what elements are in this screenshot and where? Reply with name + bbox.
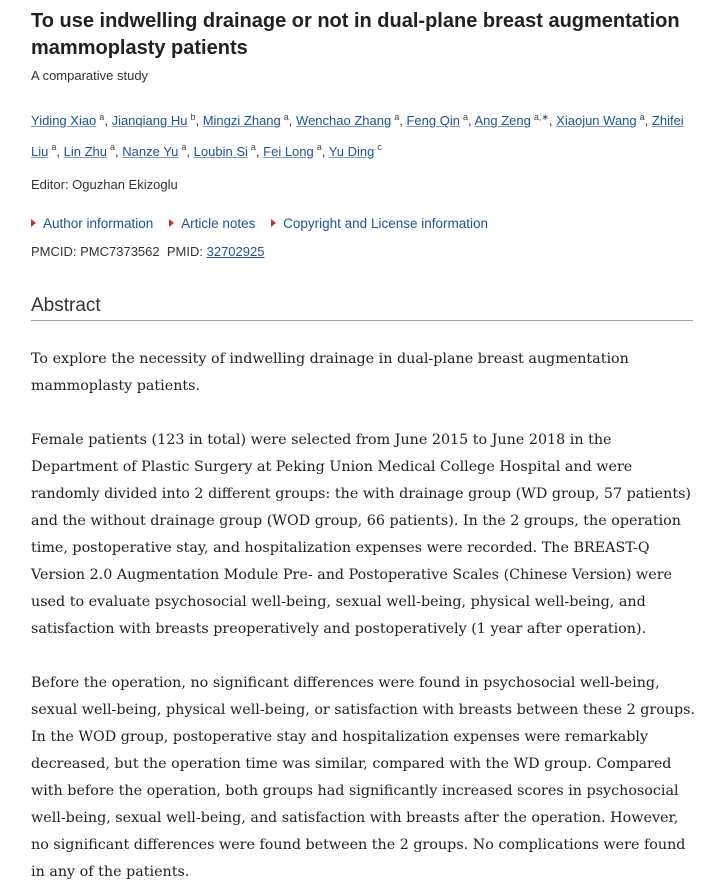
copyright-license-label: Copyright and License information	[283, 216, 489, 231]
author-list	[31, 104, 691, 165]
author-affiliation-sup: a	[283, 112, 289, 122]
author-affiliation-sup: b	[190, 112, 196, 122]
abstract-paragraph-methods: Female patients (123 in total) were selected from June 2015 to June 2018 in the Department of Plastic Surgery at Peking Union Medical College Hospital and were randomly divided into 2 different groups: the with drainage group (WD group, 57 patients) and the without drainage group (WOD group, 66 patients). In the 2 groups, the operation time, postoperative stay, and hospitalization expenses were recorded. The BREAST-Q Version 2.0 Augmentation Module Pre- and Postoperative Scales (Chinese Version) were used to evaluate psychosocial well-being, sexual well-being, physical well-being, and satisfaction with breasts preoperatively and postoperatively (1 year after operation).	[31, 432, 691, 637]
author-entry: Lin Zhu $^a$,	[63, 142, 119, 159]
author-information-label: Author information	[43, 216, 154, 231]
article-notes-toggle[interactable]	[169, 216, 255, 231]
author-link[interactable]: Yiding Xiao	[31, 113, 97, 129]
pmid-link[interactable]: 32702925	[206, 244, 265, 259]
author-link[interactable]: Lin Zhu	[63, 143, 107, 159]
author-entry: Ang Zeng $^{a,∗}$,	[474, 112, 553, 129]
expand-triangle-icon	[271, 219, 276, 227]
author-entry: Loubin Si $^a$,	[193, 142, 260, 159]
author-link[interactable]: Zhifei Liu	[31, 113, 684, 159]
author-link[interactable]: Mingzi Zhang	[202, 113, 281, 129]
copyright-license-toggle[interactable]	[271, 216, 488, 231]
author-link[interactable]: Feng Qin	[406, 113, 460, 129]
author-affiliation-sup: a	[181, 142, 187, 153]
article-info-links	[31, 215, 500, 233]
author-link[interactable]: Loubin Si	[193, 143, 248, 159]
author-information-toggle[interactable]	[31, 216, 153, 231]
abstract-paragraph-results: Before the operation, no significant differences were found in psychosocial well-being, sexual well-being, physical well-being, or satisfaction with breasts between these 2 groups. In the WOD group, postoperative stay and hospitalization expenses were remarkably decreased, but the operation time was similar, compared with the WD group. Compared with before the operation, both groups had significantly increased scores in psychosocial well-being, sexual well-being, and satisfaction with breasts after the operation. However, no significant differences were found between the 2 groups. No complications were found in any of the patients.	[31, 675, 696, 880]
author-affiliation-sup: c	[377, 142, 382, 153]
author-entry	[329, 144, 382, 159]
author-entry: Fei Long $^a$,	[263, 142, 326, 159]
author-link[interactable]: Fei Long	[263, 143, 314, 159]
author-affiliation-sup: a	[110, 142, 116, 153]
author-affiliation-sup: a	[99, 112, 105, 122]
author-link[interactable]: Ang Zeng	[474, 113, 531, 129]
author-link[interactable]: Yu Ding	[328, 143, 375, 159]
abstract-paragraph-objective: To explore the necessity of indwelling drainage in dual-plane breast augmentation mammoplasty patients.	[31, 351, 629, 394]
author-affiliation-sup: a	[394, 112, 400, 122]
author-entry: Yiding Xiao $^a$,	[31, 112, 108, 129]
author-entry: Mingzi Zhang $^a$,	[202, 112, 293, 129]
author-entry: Zhifei Liu $^a$,	[31, 113, 684, 159]
pmid-label: PMID:	[166, 244, 203, 259]
author-entry: Nanze Yu $^a$,	[122, 142, 191, 159]
author-entry: Feng Qin $^a$,	[406, 112, 472, 129]
author-link[interactable]: Wenchao Zhang	[296, 113, 392, 129]
author-entry: Jianqiang Hu $^b$,	[111, 112, 200, 129]
author-entry: Wenchao Zhang $^a$,	[296, 112, 403, 129]
author-entry: Xiaojun Wang $^a$,	[556, 112, 649, 129]
editor-line: Editor: Oguzhan Ekizoglu	[31, 177, 178, 192]
expand-triangle-icon	[31, 219, 36, 227]
article-subtitle: A comparative study	[31, 68, 149, 83]
article-identifiers	[31, 243, 264, 261]
author-affiliation-sup: a,∗	[533, 112, 549, 122]
abstract-heading: Abstract	[31, 294, 693, 321]
author-link[interactable]: Nanze Yu	[122, 143, 179, 159]
author-affiliation-sup: a	[51, 142, 57, 153]
author-affiliation-sup: a	[316, 142, 322, 153]
pmcid-text: PMCID: PMC7373562	[31, 244, 160, 259]
article-title: To use indwelling drainage or not in dual-plane breast augmentation mammoplasty patients	[31, 10, 680, 59]
expand-triangle-icon	[169, 219, 174, 227]
author-link[interactable]: Xiaojun Wang	[556, 113, 637, 129]
author-affiliation-sup: a	[250, 142, 256, 153]
author-affiliation-sup: a	[639, 112, 645, 122]
article-notes-label: Article notes	[181, 216, 256, 231]
author-affiliation-sup: a	[462, 112, 468, 122]
author-link[interactable]: Jianqiang Hu	[111, 113, 188, 129]
